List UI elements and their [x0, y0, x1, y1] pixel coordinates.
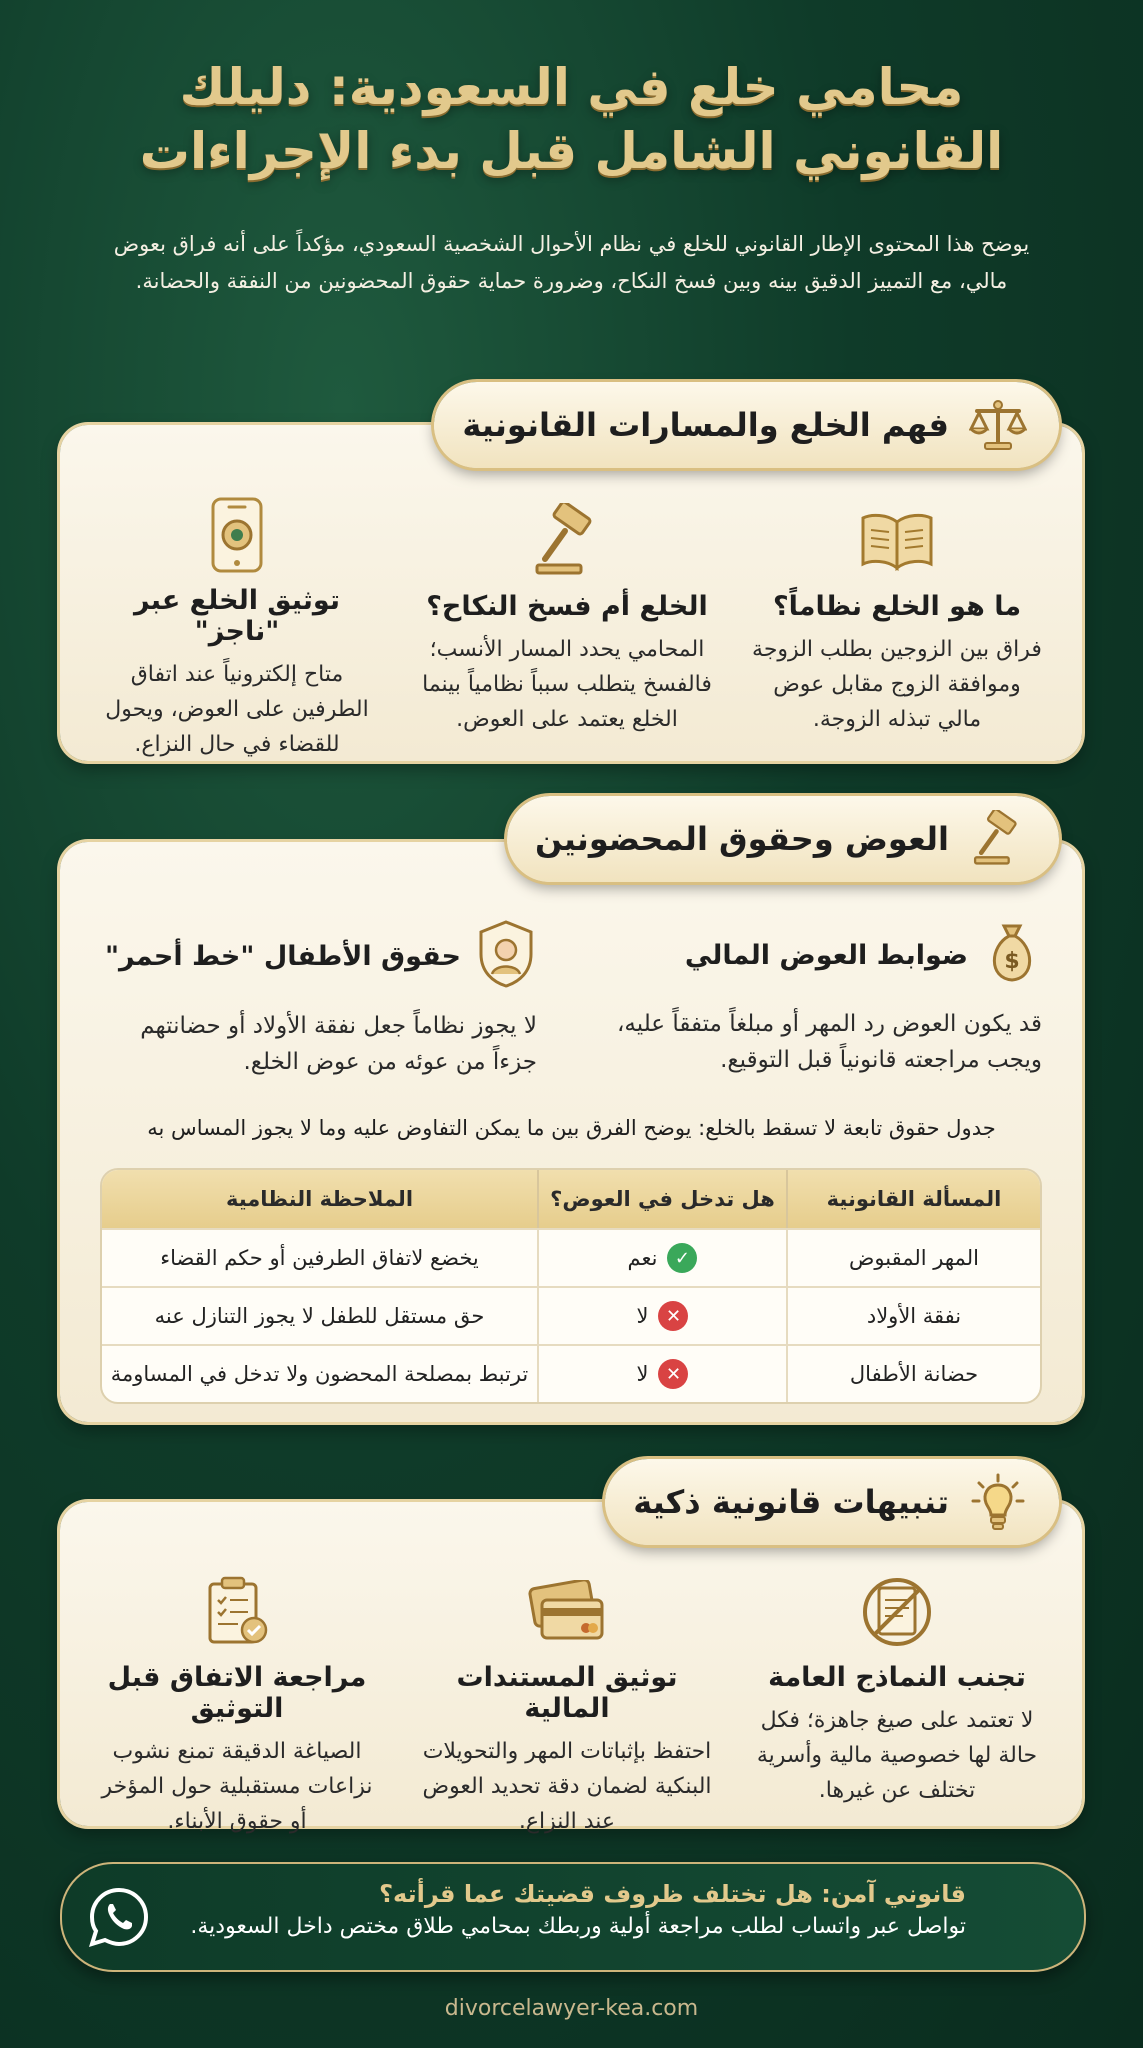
rights-table: [100, 1168, 1042, 1404]
item-text: لا تعتمد على صيغ جاهزة؛ فكل حالة لها خصوصية مالية وأسرية تختلف عن غيرها.: [756, 1708, 1038, 1803]
svg-text:$: $: [1004, 949, 1020, 974]
table-cell-issue: نفقة الأولاد: [786, 1286, 1040, 1344]
item-title: مراجعة الاتفاق قبل التوثيق: [107, 1662, 367, 1724]
cross-icon: ✕: [658, 1359, 688, 1389]
feature-title: حقوق الأطفال "خط أحمر": [104, 940, 461, 972]
table-caption: جدول حقوق تابعة لا تسقط بالخلع: يوضح الفرق بين ما يمكن التفاوض عليه وما لا يجوز المساس به: [147, 1116, 996, 1140]
item-text: متاح إلكترونياً عند اتفاق الطرفين على العوض، ويحول للقضاء في حال النزاع.: [105, 662, 369, 757]
section-understanding-card: [60, 425, 1082, 761]
section-compensation-heading: [507, 796, 1059, 882]
page-title-line2: القانوني الشامل قبل بدء الإجراءات: [139, 122, 1004, 180]
table-header-note: الملاحظة النظامية: [102, 1170, 537, 1228]
section-heading-label: تنبيهات قانونية ذكية: [633, 1483, 949, 1521]
table-cell-included: [537, 1228, 786, 1286]
mobile-app-icon: [92, 495, 382, 575]
section-heading-label: فهم الخلع والمسارات القانونية: [462, 406, 949, 444]
table-cell-included: [537, 1344, 786, 1402]
no-templates-icon: [752, 1572, 1042, 1652]
answer-text: نعم: [627, 1246, 658, 1270]
bank-cards-icon: [422, 1572, 712, 1652]
item-title: توثيق المستندات المالية: [456, 1662, 678, 1724]
item-financial-documents: [422, 1572, 712, 1839]
section-heading-label: العوض وحقوق المحضونين: [534, 820, 949, 858]
table-cell-issue: حضانة الأطفال: [786, 1344, 1040, 1402]
check-icon: ✓: [667, 1243, 697, 1273]
item-text: فراق بين الزوجين بطلب الزوجة وموافقة الزوج مقابل عوض مالي تبذله الزوجة.: [752, 637, 1042, 732]
whatsapp-cta-banner[interactable]: [60, 1862, 1086, 1972]
table-header-row: [102, 1170, 1040, 1228]
table-cell-included: [537, 1286, 786, 1344]
money-bag-icon: [982, 918, 1042, 992]
page-title-line1: محامي خلع في السعودية: دليلك: [179, 58, 964, 116]
scales-icon: [969, 396, 1027, 454]
section-alerts-heading: [605, 1459, 1059, 1545]
table-row: [102, 1286, 1040, 1344]
item-what-is-khul: [752, 501, 1042, 737]
item-avoid-templates: [752, 1572, 1042, 1808]
feature-text: لا يجوز نظاماً جعل نفقة الأولاد أو حضانتهم جزءاً من عوئه من عوض الخلع.: [140, 1013, 537, 1075]
whatsapp-icon[interactable]: [86, 1884, 152, 1950]
item-khul-vs-annulment: [422, 501, 712, 737]
page-title: [0, 55, 1143, 183]
item-text: المحامي يحدد المسار الأنسب؛ فالفسخ يتطلب سبباً نظامياً بينما الخلع يعتمد على العوض.: [422, 637, 712, 732]
section-alerts-card: [60, 1502, 1082, 1834]
intro-paragraph: يوضح هذا المحتوى الإطار القانوني للخلع في نظام الأحوال الشخصية السعودي، مؤكداً على أنه فراق بعوض مالي، مع التمييز الدقيق بينه وبين فسخ النكاح، وضرورة حماية حقوق المحضونين من النفقة والحضانة.: [113, 232, 1030, 293]
item-text: الصياغة الدقيقة تمنع نشوب نزاعات مستقبلية حول المؤخر أو حقوق الأبناء.: [101, 1739, 373, 1834]
item-title: الخلع أم فسخ النكاح؟: [426, 591, 708, 622]
item-text: احتفظ بإثباتات المهر والتحويلات البنكية لضمان دقة تحديد العوض عند النزاع.: [422, 1739, 712, 1834]
table-row: [102, 1344, 1040, 1402]
cross-icon: ✕: [658, 1301, 688, 1331]
table-header-included: هل تدخل في العوض؟: [537, 1170, 786, 1228]
answer-text: لا: [636, 1304, 649, 1328]
feature-title: ضوابط العوض المالي: [684, 939, 968, 971]
item-title: ما هو الخلع نظاماً؟: [772, 591, 1022, 622]
child-shield-icon: [475, 918, 537, 994]
table-header-issue: المسألة القانونية: [786, 1170, 1040, 1228]
table-cell-note: ترتبط بمصلحة المحضون ولا تدخل في المساومة: [102, 1344, 537, 1402]
answer-text: لا: [636, 1362, 649, 1386]
cta-body: تواصل عبر واتساب لطلب مراجعة أولية وربطك بمحامي طلاق مختص داخل السعودية.: [190, 1914, 966, 1939]
feature-children-rights: [97, 918, 537, 1080]
table-cell-note: حق مستقل للطفل لا يجوز التنازل عنه: [102, 1286, 537, 1344]
cta-title: قانوني آمن: هل تختلف ظروف قضيتك عما قرأته؟: [379, 1880, 966, 1908]
checklist-icon: [92, 1572, 382, 1652]
section-understanding-heading: [434, 382, 1059, 468]
feature-text: قد يكون العوض رد المهر أو مبلغاً متفقاً عليه، ويجب مراجعته قانونياً قبل التوقيع.: [617, 1011, 1042, 1073]
table-cell-issue: المهر المقبوض: [786, 1228, 1040, 1286]
lightbulb-icon: [969, 1473, 1027, 1531]
item-title: توثيق الخلع عبر "ناجز": [134, 585, 340, 647]
table-row: [102, 1228, 1040, 1286]
item-najiz-documentation: [92, 495, 382, 762]
item-title: تجنب النماذج العامة: [768, 1662, 1026, 1693]
item-review-agreement: [92, 1572, 382, 1839]
book-icon: [752, 501, 1042, 581]
gavel-icon: [969, 810, 1027, 868]
gavel-icon: [422, 501, 712, 581]
footer-website-link[interactable]: divorcelawyer-kea.com: [444, 1996, 699, 2021]
feature-compensation-rules: [602, 918, 1042, 1078]
table-cell-note: يخضع لاتفاق الطرفين أو حكم القضاء: [102, 1228, 537, 1286]
